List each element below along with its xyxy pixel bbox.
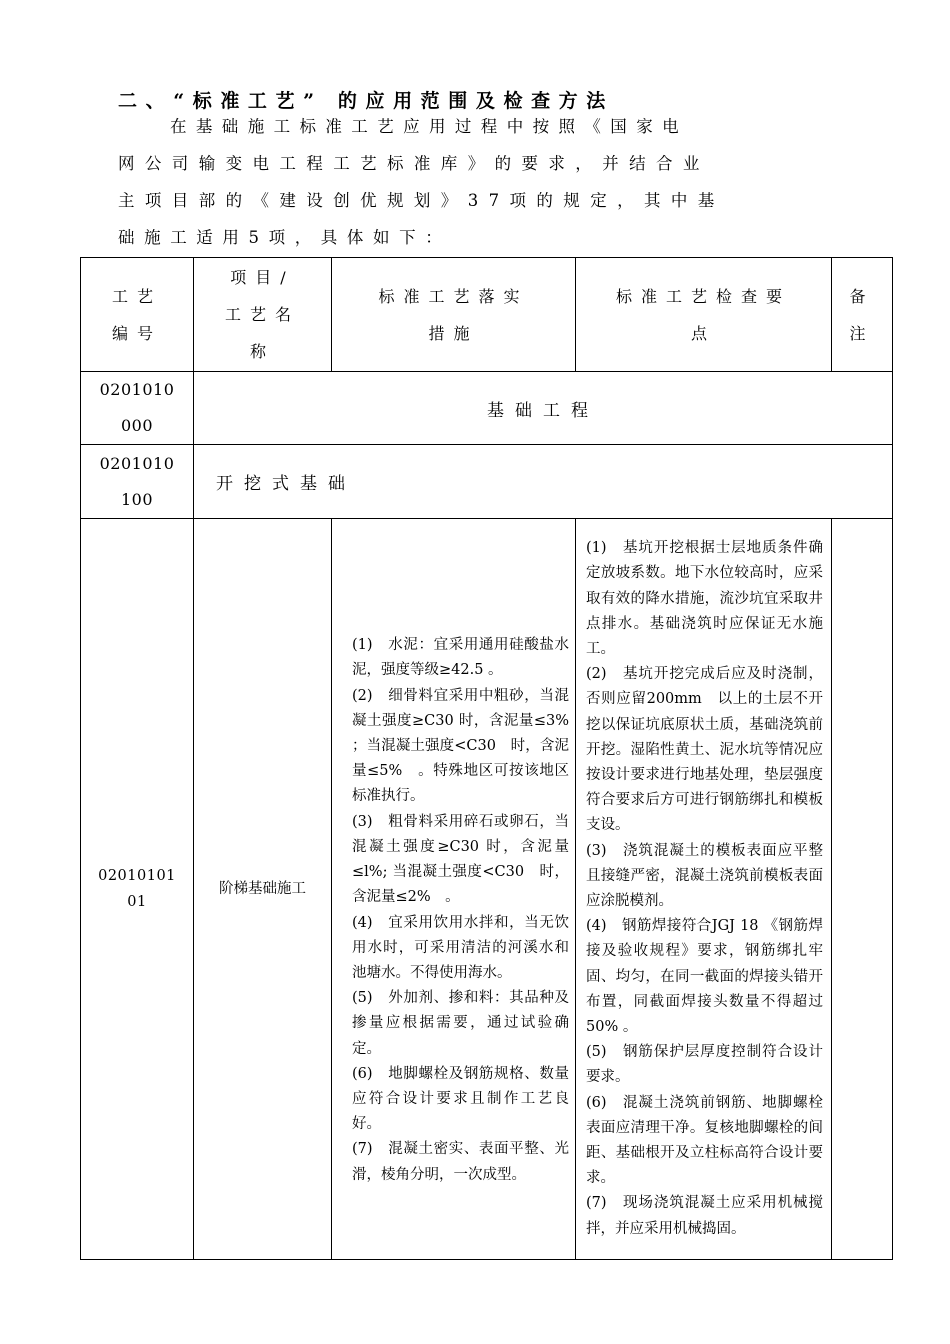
header-notes xyxy=(832,258,893,372)
process-code-cell xyxy=(81,445,194,519)
intro-line: 在基础施工标准工艺应用过程中按照《国家电 xyxy=(170,117,688,136)
measure-item: (4) 宜采用饮用水拌和，当无饮用水时，可采用清洁的河溪水和池塘水。不得使用海水。 xyxy=(352,914,569,981)
header-measures xyxy=(332,258,576,372)
header-text: 工艺名 xyxy=(224,305,300,324)
header-text: 标准工艺落实 xyxy=(378,286,529,306)
header-text: 措施 xyxy=(428,323,479,343)
check-item: (2) 基坑开挖完成后应及时浇制，否则应留200mm 以上的土层不开挖以保证坑底原状土质，基础浇筑前开挖。湿陷性黄土、泥水坑等情况应按设计要求进行地基处理，垫层强度符合要求后方可进行钢筋绑扎和模板支设。 xyxy=(586,666,823,834)
table-row xyxy=(81,445,893,519)
check-item: (7) 现场浇筑混凝土应采用机械搅拌，并应采用机械捣固。 xyxy=(586,1195,823,1237)
table-row xyxy=(81,372,893,445)
intro-line: 主项目部的《建设创优规划》37项的规定，其中基 xyxy=(118,191,725,210)
check-item: (3) 浇筑混凝土的模板表面应平整且接缝严密，混凝土浇筑前模板表面应涂脱模剂。 xyxy=(586,842,823,909)
measure-item: (7) 混凝土密实、表面平整、光滑，棱角分明，一次成型。 xyxy=(352,1141,569,1183)
process-name: 阶梯基础施工 xyxy=(219,881,306,897)
intro-line: 础施工适用5项，具体如下： xyxy=(118,228,452,247)
header-process-name xyxy=(194,258,332,372)
notes-cell xyxy=(832,519,893,1260)
process-code-text: 0201010 xyxy=(99,453,175,473)
intro-paragraph xyxy=(118,108,843,256)
header-text: 编号 xyxy=(111,323,162,343)
measure-item: (5) 外加剂、掺和料：其品种及掺量应根据需要，通过试验确定。 xyxy=(352,990,569,1057)
process-table xyxy=(80,257,893,1260)
intro-line: 网公司输变电工程工艺标准库》的要求，并结合业 xyxy=(118,154,710,173)
table-row xyxy=(81,519,893,1260)
header-text: 点 xyxy=(690,323,716,343)
process-code-cell xyxy=(81,519,194,1260)
check-item: (5) 钢筋保护层厚度控制符合设计要求。 xyxy=(586,1044,823,1086)
header-process-code xyxy=(81,258,194,372)
check-points-cell xyxy=(576,519,832,1260)
header-text: 项目/ xyxy=(230,268,295,287)
process-code-text: 0201010 xyxy=(99,380,175,399)
subsection-title: 开挖式基础 xyxy=(216,474,356,494)
check-item: (6) 混凝土浇筑前钢筋、地脚螺栓表面应清理干净。复核地脚螺栓的间距、基础根开及立柱标高符合设计要求。 xyxy=(586,1094,823,1187)
header-check-points xyxy=(576,258,832,372)
section-heading: 二、“标准工艺” 的应用范围及检查方法 xyxy=(118,90,614,112)
header-text: 标准工艺检查要 xyxy=(615,286,791,306)
measure-item: (1) 水泥：宜采用通用硅酸盐水泥，强度等级≥42.5 。 xyxy=(352,637,569,679)
measures-cell xyxy=(332,519,576,1260)
table-header-row xyxy=(81,258,893,372)
section-title-cell xyxy=(194,372,893,445)
check-item: (4) 钢筋焊接符合JGJ 18 《钢筋焊接及验收规程》要求，钢筋绑扎牢固、均匀，在同一截面的焊接头错开布置，同截面焊接头数量不得超过50% 。 xyxy=(586,918,823,1036)
header-text: 备 xyxy=(849,286,875,306)
header-text: 工艺 xyxy=(111,286,162,306)
process-code-text: 01 xyxy=(127,894,147,910)
process-code-text: 100 xyxy=(120,489,154,509)
measure-item: (2) 细骨料宜采用中粗砂，当混凝土强度≥C30 时，含泥量≤3% ；当混凝土强度<C30 时，含泥量≤5% 。特殊地区可按该地区标准执行。 xyxy=(352,687,569,805)
process-code-text: 02010101 xyxy=(98,868,176,884)
subsection-title-cell xyxy=(194,445,893,519)
measure-item: (6) 地脚螺栓及钢筋规格、数量应符合设计要求且制作工艺良好。 xyxy=(352,1065,569,1133)
process-code-cell xyxy=(81,372,194,445)
process-name-cell xyxy=(194,519,332,1260)
header-text: 注 xyxy=(849,323,875,343)
header-text: 称 xyxy=(249,342,275,361)
check-item: (1) 基坑开挖根据士层地质条件确定放坡系数。地下水位较高时，应采取有效的降水措施，流沙坑宜采取井点排水。基础浇筑时应保证无水施工。 xyxy=(586,540,823,657)
section-title: 基础工程 xyxy=(487,400,599,421)
process-code-text: 000 xyxy=(120,416,154,435)
measure-item: (3) 粗骨料采用碎石或卵石，当混凝土强度≥C30 时，含泥量≤l%; 当混凝土强度<C30 时，含泥量≤2% 。 xyxy=(352,813,569,906)
